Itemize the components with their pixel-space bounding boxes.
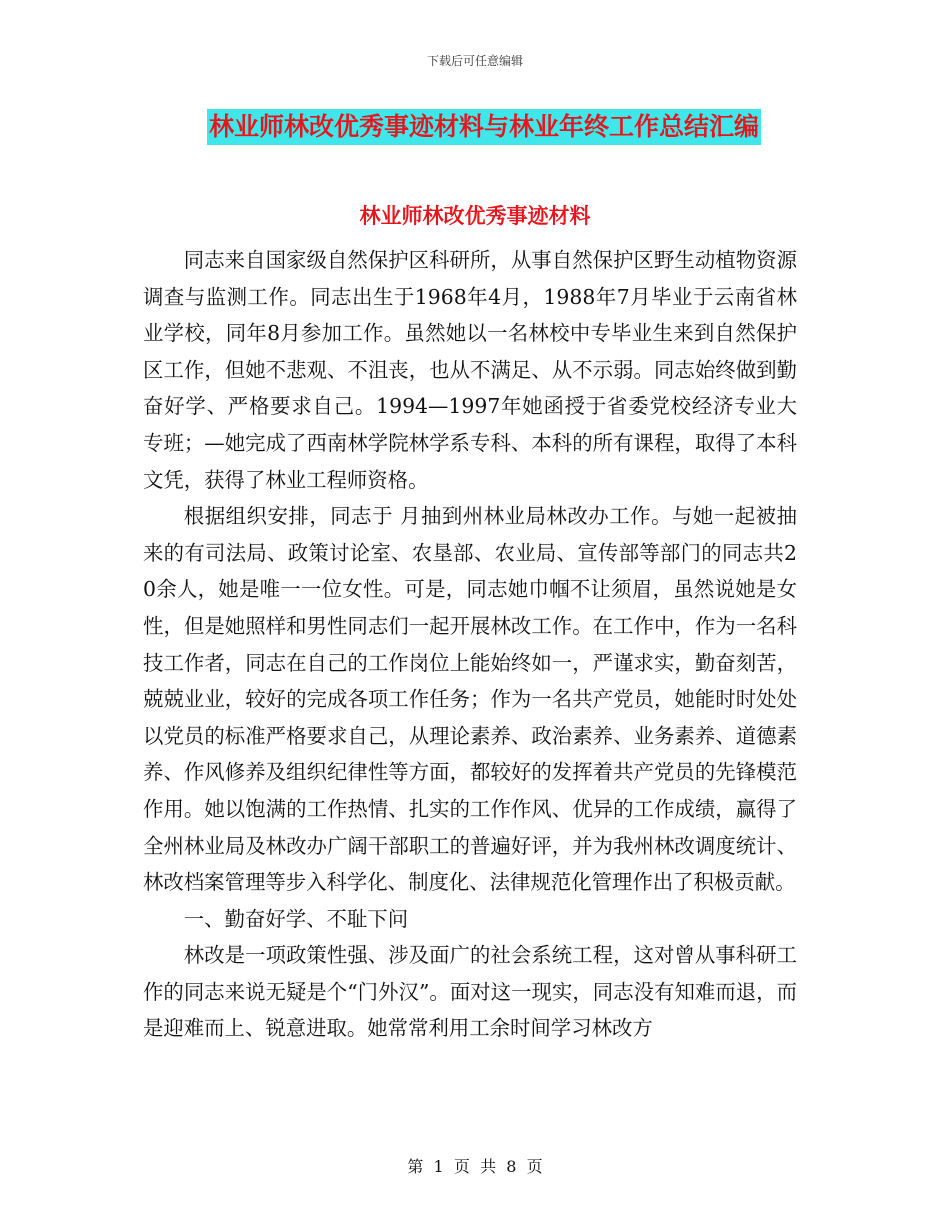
header-note: 下载后可任意编辑 [426, 54, 523, 68]
paragraph: 根据组织安排，同志于 月抽到州林业局林改办工作。与她一起被抽来的有司法局、政策讨论室、农垦部、农业局、宣传部等部门的同志共20余人，她是唯一一位女性。可是，同志她巾帼不让须眉，虽然说她是女性，但是她照样和男性同志们一起开展林改工作。在工作中，作为一名科技工作者，同志在自己的工作岗位上能始终如一，严谨求实，勤奋刻苦，兢兢业业，较好的完成各项工作任务；作为一名共产党员，她能时时处处以党员的标准严格要求自己，从理论素养、政治素养、业务素养、道德素养、作风修养及组织纪律性等方面，都较好的发挥着共产党员的先锋模范作用。她以饱满的工作热情、扎实的工作作风、优异的工作成绩，赢得了全州林业局及林改办广阔干部职工的普遍好评，并为我州林改调度统计、林改档案管理等步入科学化、制度化、法律规范化管理作出了积极贡献。 [143, 504, 797, 895]
body-text [143, 242, 797, 1047]
page-number-footer: 第 1 页 共 8 页 [407, 1157, 543, 1176]
document-title: 林业师林改优秀事迹材料与林业年终工作总结汇编 [207, 109, 761, 145]
paragraph: 同志来自国家级自然保护区科研所，从事自然保护区野生动植物资源调查与监测工作。同志出生于1968年4月，1988年7月毕业于云南省林业学校，同年8月参加工作。虽然她以一名林校中专毕业生来到自然保护区工作，但她不悲观、不沮丧，也从不满足、从不示弱。同志始终做到勤奋好学、严格要求自己。1994—1997年她函授于省委党校经济专业大专班；—她完成了西南林学院林学系专科、本科的所有课程，取得了本科文凭，获得了林业工程师资格。 [143, 248, 797, 492]
section-title: 林业师林改优秀事迹材料 [359, 203, 591, 228]
paragraph: 林改是一项政策性强、涉及面广的社会系统工程，这对曾从事科研工作的同志来说无疑是个“门外汉”。面对这一现实，同志没有知难而退，而是迎难而上、锐意进取。她常常利用工余时间学习林改方 [143, 943, 797, 1041]
section-heading: 一、勤奋好学、不耻下问 [183, 906, 409, 931]
